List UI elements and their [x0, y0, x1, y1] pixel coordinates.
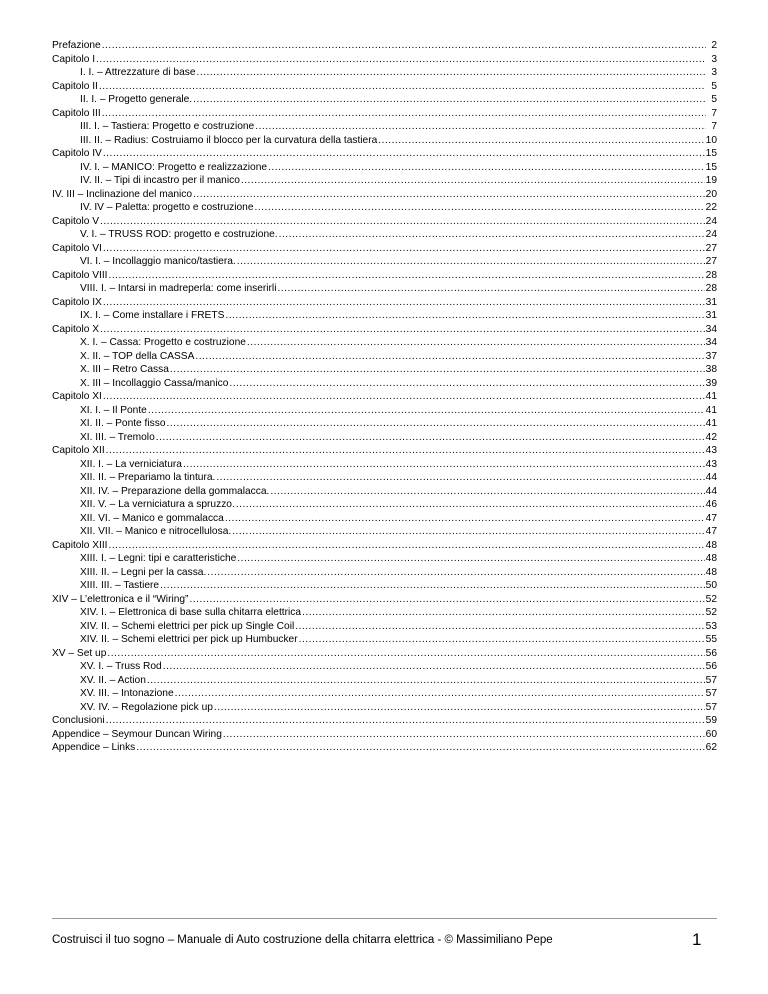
toc-entry-page: 43	[705, 458, 717, 470]
toc-leader-dots	[237, 552, 704, 566]
toc-leader-dots	[100, 215, 705, 229]
toc-entry[interactable]	[52, 255, 717, 269]
toc-entry[interactable]	[52, 674, 717, 688]
toc-leader-dots	[106, 714, 705, 728]
toc-entry[interactable]	[52, 390, 717, 404]
toc-entry-title: Capitolo IV	[52, 148, 102, 159]
toc-entry-title: XV. IV. – Regolazione pick up	[80, 701, 213, 713]
toc-entry-page: 59	[705, 715, 717, 726]
toc-leader-dots	[102, 107, 706, 121]
toc-entry-page: 44	[705, 472, 717, 483]
toc-leader-dots	[167, 417, 705, 431]
toc-entry-title: IX. I. – Come installare i FRETS	[80, 310, 225, 321]
toc-leader-dots	[100, 323, 705, 337]
toc-entry-title: VI. I. – Incollaggio manico/tastiera.	[80, 256, 236, 267]
toc-entry[interactable]	[52, 417, 717, 431]
toc-entry-page: 10	[705, 134, 717, 146]
toc-leader-dots	[236, 498, 705, 512]
toc-entry-page: 60	[705, 728, 717, 740]
toc-entry-title: XIV. II. – Schemi elettrici per pick up Single Coil	[80, 620, 295, 632]
toc-entry[interactable]	[52, 309, 717, 323]
toc-entry[interactable]	[52, 512, 717, 526]
toc-entry[interactable]	[52, 188, 717, 202]
toc-entry-title: XIII. III. – Tastiere	[80, 580, 160, 591]
toc-leader-dots	[193, 93, 706, 107]
toc-entry-title: XII. V. – La verniciatura a spruzzo.	[80, 499, 235, 510]
toc-entry[interactable]	[52, 471, 717, 485]
toc-entry[interactable]	[52, 39, 717, 53]
toc-entry-title: IV. III – Inclinazione del manico	[52, 188, 193, 200]
toc-entry-title: X. II. – TOP della CASSA	[80, 350, 195, 362]
toc-entry[interactable]	[52, 215, 717, 229]
toc-entry-page: 24	[705, 229, 717, 240]
toc-entry[interactable]	[52, 377, 717, 391]
toc-leader-dots	[156, 431, 705, 445]
toc-entry-title: Capitolo XI	[52, 391, 102, 402]
toc-entry-title: XII. VII. – Manico e nitrocellulosa.	[80, 526, 232, 537]
toc-entry-title: X. III – Incollaggio Cassa/manico	[80, 377, 229, 389]
toc-leader-dots	[197, 66, 706, 80]
toc-entry-title: Appendice – Seymour Duncan Wiring	[52, 728, 222, 740]
toc-entry-title: Capitolo VIII	[52, 269, 108, 281]
toc-entry[interactable]	[52, 120, 717, 134]
toc-leader-dots	[237, 255, 705, 269]
toc-entry-page: 53	[705, 620, 717, 632]
toc-entry-page: 27	[705, 242, 717, 254]
toc-entry-title: X. III – Retro Cassa	[80, 364, 169, 375]
toc-leader-dots	[216, 471, 704, 485]
toc-leader-dots	[279, 228, 705, 242]
toc-leader-dots	[103, 242, 705, 256]
toc-entry-title: X. I. – Cassa: Progetto e costruzione	[80, 337, 246, 348]
toc-entry-page: 57	[705, 688, 717, 699]
page-number: 1	[692, 930, 702, 949]
toc-entry-title: Appendice – Links	[52, 742, 136, 753]
toc-entry[interactable]	[52, 134, 717, 148]
toc-leader-dots	[147, 674, 705, 688]
toc-leader-dots	[255, 120, 706, 134]
toc-entry[interactable]	[52, 714, 717, 728]
toc-leader-dots	[255, 201, 705, 215]
toc-entry-page: 27	[705, 256, 717, 267]
toc-entry-page: 55	[705, 634, 717, 645]
toc-entry[interactable]	[52, 485, 717, 499]
toc-entry[interactable]	[52, 66, 717, 80]
toc-entry-page: 19	[705, 175, 717, 186]
toc-entry-title: XIV – L’elettronica e il “Wiring”	[52, 593, 189, 605]
toc-leader-dots	[207, 566, 704, 580]
toc-entry-page: 52	[705, 593, 717, 605]
toc-entry-title: IV. I. – MANICO: Progetto e realizzazione	[80, 161, 268, 173]
toc-entry[interactable]	[52, 107, 717, 121]
toc-entry-page: 31	[705, 296, 717, 308]
toc-leader-dots	[195, 350, 704, 364]
toc-entry[interactable]	[52, 161, 717, 175]
table-of-contents	[52, 39, 717, 755]
toc-entry-title: Capitolo V	[52, 215, 100, 227]
toc-entry-title: XI. III. – Tremolo	[80, 431, 155, 443]
toc-leader-dots	[229, 377, 704, 391]
toc-entry-page: 37	[705, 350, 717, 362]
toc-entry[interactable]	[52, 282, 717, 296]
footer-divider	[52, 918, 717, 919]
toc-entry-page: 28	[705, 283, 717, 294]
toc-entry[interactable]	[52, 606, 717, 620]
toc-entry-page: 47	[705, 526, 717, 537]
toc-entry-page: 24	[705, 215, 717, 227]
toc-entry-title: Prefazione	[52, 40, 101, 51]
toc-entry-title: Capitolo III	[52, 107, 101, 119]
toc-entry-title: Capitolo XII	[52, 445, 105, 456]
toc-entry[interactable]	[52, 552, 717, 566]
toc-entry-page: 7	[711, 107, 717, 119]
toc-leader-dots	[99, 80, 706, 94]
toc-entry-page: 7	[711, 121, 717, 132]
toc-leader-dots	[189, 593, 704, 607]
toc-entry[interactable]	[52, 539, 717, 553]
toc-entry-page: 5	[711, 94, 717, 105]
toc-leader-dots	[232, 525, 704, 539]
toc-entry[interactable]	[52, 174, 717, 188]
toc-entry-title: I. I. – Attrezzature di base	[80, 67, 196, 78]
toc-entry-page: 48	[705, 539, 717, 551]
toc-leader-dots	[136, 741, 704, 755]
toc-leader-dots	[295, 620, 704, 634]
toc-leader-dots	[270, 485, 704, 499]
toc-leader-dots	[225, 309, 704, 323]
toc-entry-page: 44	[705, 485, 717, 497]
toc-entry-page: 47	[705, 512, 717, 524]
toc-entry-title: XIV. I. – Elettronica di base sulla chitarra elettrica	[80, 607, 302, 618]
toc-entry[interactable]	[52, 336, 717, 350]
toc-entry[interactable]	[52, 579, 717, 593]
footer-text: Costruisci il tuo sogno – Manuale di Auto costruzione della chitarra elettrica - © Massimiliano Pepe	[52, 934, 553, 946]
toc-entry-title: XIV. II. – Schemi elettrici per pick up Humbucker	[80, 634, 298, 645]
toc-entry-page: 43	[705, 445, 717, 456]
toc-entry-page: 15	[705, 148, 717, 159]
toc-entry-title: XII. IV. – Preparazione della gommalacca.	[80, 485, 270, 497]
toc-leader-dots	[193, 188, 705, 202]
toc-entry[interactable]	[52, 741, 717, 755]
toc-entry-title: XI. I. – Il Ponte	[80, 404, 147, 416]
toc-leader-dots	[106, 444, 705, 458]
toc-leader-dots	[103, 390, 705, 404]
toc-entry-page: 42	[705, 431, 717, 443]
toc-entry-page: 22	[705, 202, 717, 213]
toc-entry[interactable]	[52, 53, 717, 67]
toc-leader-dots	[378, 134, 704, 148]
toc-entry-page: 41	[705, 418, 717, 429]
toc-entry[interactable]	[52, 93, 717, 107]
toc-entry-title: Capitolo XIII	[52, 539, 108, 551]
toc-entry[interactable]	[52, 228, 717, 242]
toc-entry-page: 5	[711, 80, 717, 92]
toc-entry-page: 46	[705, 499, 717, 510]
toc-entry-page: 41	[705, 404, 717, 416]
toc-entry[interactable]	[52, 525, 717, 539]
toc-entry-title: XII. VI. – Manico e gommalacca	[80, 512, 224, 524]
toc-entry-title: XV. III. – Intonazione	[80, 688, 174, 699]
toc-entry[interactable]	[52, 363, 717, 377]
toc-entry[interactable]	[52, 296, 717, 310]
toc-leader-dots	[109, 539, 705, 553]
toc-entry-page: 3	[711, 67, 717, 78]
toc-entry-title: V. I. – TRUSS ROD: progetto e costruzione.	[80, 229, 278, 240]
toc-entry-title: Capitolo VI	[52, 242, 102, 254]
toc-entry-page: 2	[711, 40, 717, 51]
toc-entry-page: 50	[705, 580, 717, 591]
toc-entry-page: 52	[705, 607, 717, 618]
toc-entry-page: 20	[705, 188, 717, 200]
toc-entry-title: XI. II. – Ponte fisso	[80, 418, 166, 429]
toc-entry[interactable]	[52, 323, 717, 337]
toc-entry-title: Conclusioni	[52, 715, 105, 726]
toc-leader-dots	[103, 147, 705, 161]
toc-leader-dots	[109, 269, 705, 283]
toc-entry-page: 28	[705, 269, 717, 281]
toc-leader-dots	[225, 512, 705, 526]
toc-entry-page: 56	[705, 661, 717, 672]
toc-entry[interactable]	[52, 498, 717, 512]
toc-entry-page: 15	[705, 161, 717, 173]
toc-entry-page: 48	[705, 553, 717, 564]
toc-entry[interactable]	[52, 687, 717, 701]
toc-entry[interactable]	[52, 647, 717, 661]
toc-leader-dots	[214, 701, 705, 715]
toc-leader-dots	[102, 39, 706, 53]
toc-entry-page: 3	[711, 53, 717, 65]
toc-entry-title: XII. II. – Prepariamo la tintura.	[80, 472, 216, 483]
toc-entry-title: XIII. II. – Legni per la cassa.	[80, 566, 207, 578]
toc-entry-page: 38	[705, 364, 717, 375]
toc-entry-title: III. II. – Radius: Costruiamo il blocco per la curvatura della tastiera	[80, 134, 378, 146]
toc-leader-dots	[299, 633, 705, 647]
toc-leader-dots	[183, 458, 705, 472]
toc-entry[interactable]	[52, 458, 717, 472]
toc-entry-title: XV – Set up	[52, 647, 107, 659]
toc-entry[interactable]	[52, 431, 717, 445]
toc-entry[interactable]	[52, 269, 717, 283]
toc-entry-page: 31	[705, 310, 717, 321]
toc-entry[interactable]	[52, 201, 717, 215]
toc-leader-dots	[163, 660, 705, 674]
toc-entry[interactable]	[52, 242, 717, 256]
toc-entry-title: Capitolo II	[52, 80, 98, 92]
toc-leader-dots	[170, 363, 705, 377]
toc-entry[interactable]	[52, 80, 717, 94]
toc-entry-title: IV. II. – Tipi di incastro per il manico	[80, 175, 240, 186]
toc-entry-title: XV. I. – Truss Rod	[80, 661, 162, 672]
toc-leader-dots	[277, 282, 704, 296]
toc-entry[interactable]	[52, 633, 717, 647]
toc-entry-page: 34	[705, 337, 717, 348]
toc-entry[interactable]	[52, 620, 717, 634]
toc-entry-page: 48	[705, 566, 717, 578]
toc-entry[interactable]	[52, 728, 717, 742]
toc-entry-page: 56	[705, 647, 717, 659]
toc-entry-title: XIII. I. – Legni: tipi e caratteristiche	[80, 553, 237, 564]
toc-entry[interactable]	[52, 147, 717, 161]
toc-entry-title: VIII. I. – Intarsi in madreperla: come inserirli	[80, 283, 277, 294]
toc-entry-title: II. I. – Progetto generale.	[80, 94, 193, 105]
toc-entry-page: 57	[705, 701, 717, 713]
toc-entry-page: 34	[705, 323, 717, 335]
toc-entry-title: III. I. – Tastiera: Progetto e costruzione	[80, 121, 255, 132]
toc-entry-title: IV. IV – Paletta: progetto e costruzione	[80, 202, 254, 213]
toc-entry[interactable]	[52, 350, 717, 364]
toc-entry-title: Capitolo I	[52, 53, 96, 65]
toc-entry[interactable]	[52, 404, 717, 418]
toc-leader-dots	[160, 579, 705, 593]
toc-entry-page: 62	[705, 742, 717, 753]
toc-entry[interactable]	[52, 701, 717, 715]
toc-leader-dots	[175, 687, 705, 701]
toc-entry-title: Capitolo IX	[52, 296, 102, 308]
toc-leader-dots	[107, 647, 704, 661]
toc-leader-dots	[103, 296, 705, 310]
toc-leader-dots	[96, 53, 706, 67]
toc-leader-dots	[302, 606, 705, 620]
toc-entry-title: Capitolo X	[52, 323, 100, 335]
toc-leader-dots	[241, 174, 705, 188]
toc-leader-dots	[247, 336, 705, 350]
toc-entry-title: XII. I. – La verniciatura	[80, 458, 182, 470]
toc-entry-page: 39	[705, 377, 717, 389]
toc-leader-dots	[148, 404, 705, 418]
toc-entry-page: 41	[705, 391, 717, 402]
toc-entry[interactable]	[52, 660, 717, 674]
toc-entry[interactable]	[52, 444, 717, 458]
toc-entry[interactable]	[52, 566, 717, 580]
toc-leader-dots	[268, 161, 705, 175]
toc-entry-page: 57	[705, 674, 717, 686]
toc-entry-title: XV. II. – Action	[80, 674, 146, 686]
toc-leader-dots	[223, 728, 705, 742]
toc-entry[interactable]	[52, 593, 717, 607]
